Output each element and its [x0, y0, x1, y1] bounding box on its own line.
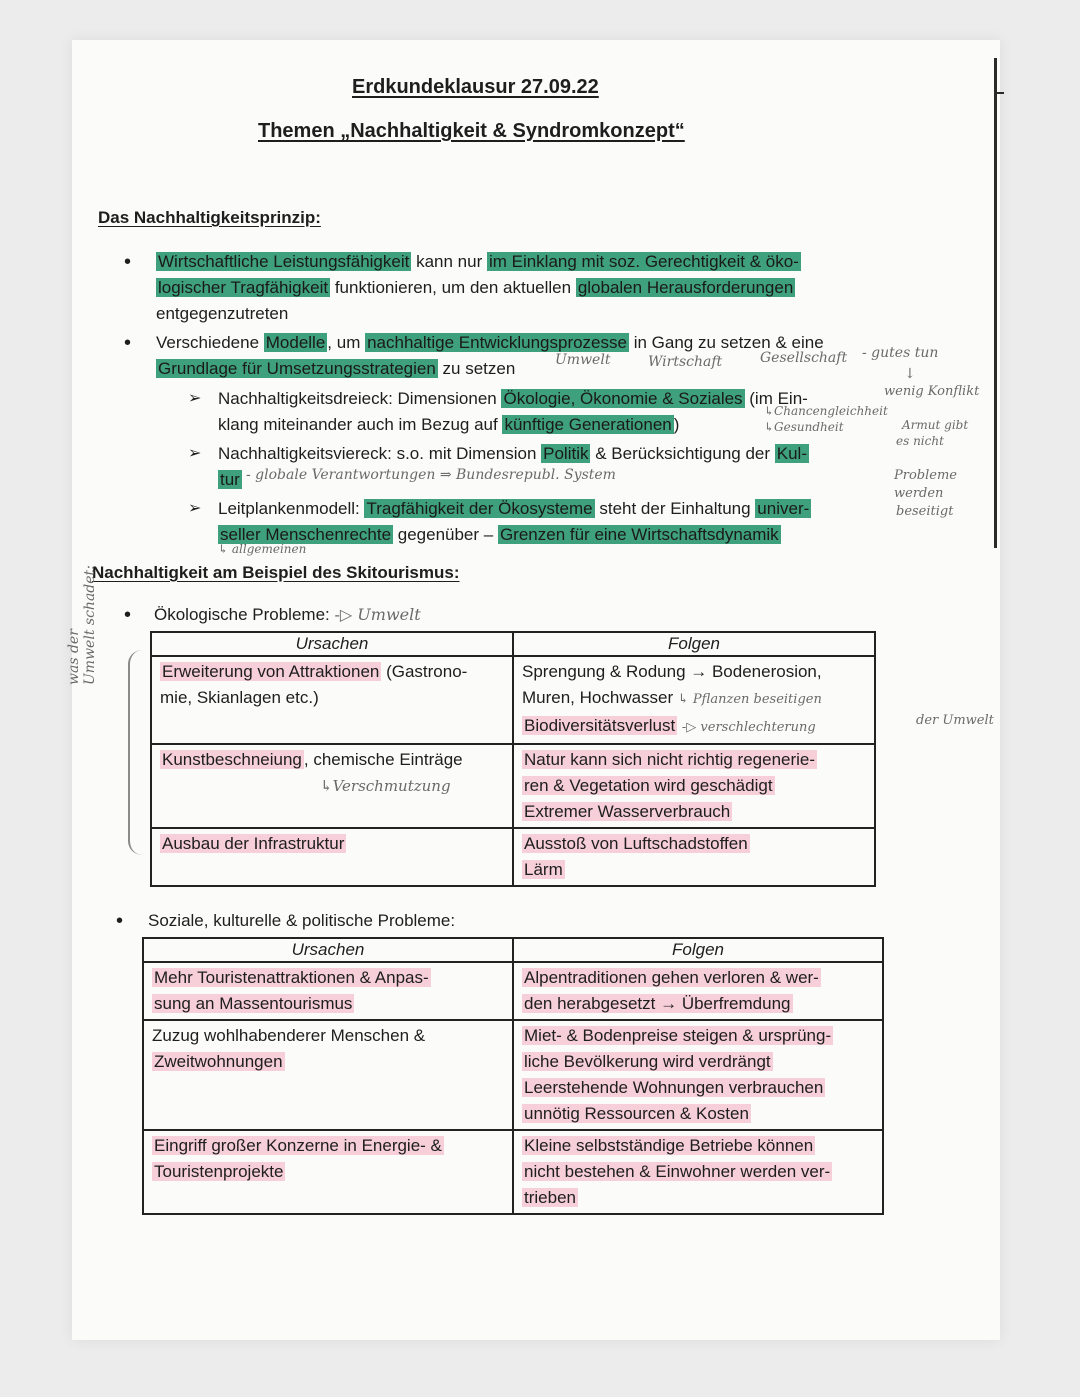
note-wenig-konflikt: wenig Konflikt: [884, 384, 980, 399]
arrow-bullet-icon: ➢: [188, 445, 202, 462]
cell-folge: Natur kann sich nicht richtig regenerie- ren & Vegetation wird geschädigt Extremer Wasserverbrauch: [513, 744, 875, 828]
bullet-icon: •: [116, 910, 124, 932]
page-subtitle: Themen „Nachhaltigkeit & Syndromkonzept“: [258, 120, 685, 142]
oek-label: Ökologische Probleme: -▷ Umwelt: [154, 605, 421, 624]
note-umwelt-label: -▷ Umwelt: [334, 605, 421, 624]
col-folgen: Folgen: [513, 938, 883, 962]
oek-table: [150, 631, 876, 887]
table-row: [151, 744, 875, 828]
cell-ursache: Ausbau der Infrastruktur: [151, 828, 513, 886]
note-gesundheit: ↳Gesundheit: [764, 420, 844, 434]
prinzip-bullet-2: Verschiedene Modelle , um nachhaltige Entwicklungsprozesse in Gang zu setzen & eine Grundlage für Umsetzungsstrategien zu setzen: [156, 333, 824, 378]
col-folgen: Folgen: [513, 632, 875, 656]
arrow-bullet-icon: ➢: [188, 390, 202, 407]
note-armut-2: es nicht: [896, 434, 944, 448]
table-row: [151, 828, 875, 886]
table-row: [143, 1130, 883, 1214]
note-verschlechterung: -▷ verschlechterung: [681, 720, 816, 735]
prinzip-bullet-1: Wirtschaftliche Leistungsfähigkeit kann nur im Einklang mit soz. Gerechtigkeit & öko- logischer Tragfähigkeit funktionieren, um den aktuellen globalen Herausforderungen entgegenzutreten: [156, 252, 799, 323]
note-beseitigt: beseitigt: [896, 504, 954, 519]
model-leitplanken: Leitplankenmodell: Tragfähigkeit der Ökosysteme steht der Einhaltung univer- seller Menschenrechte gegenüber – Grenzen für eine Wirtschaftsdynamik: [218, 499, 810, 544]
bullet-icon: •: [124, 332, 132, 354]
bullet-icon: •: [124, 604, 132, 626]
cell-folge: Sprengung & Rodung → Bodenerosion, Muren, Hochwasser ↳ Pflanzen beseitigen Biodiversitätsverlust -▷ verschlechterung: [513, 656, 875, 744]
table-header-row: [151, 632, 875, 656]
note-allgemeinen: ↳ allgemeinen: [218, 542, 307, 556]
note-pflanzen: ↳ Pflanzen beseitigen: [677, 692, 822, 707]
note-der-umwelt: der Umwelt: [916, 713, 994, 728]
note-chancengleichheit: ↳Chancengleichheit: [764, 404, 888, 418]
model-viereck: Nachhaltigkeitsviereck: s.o. mit Dimension Politik & Berücksichtigung der Kul- tur: [218, 444, 807, 489]
col-ursachen: Ursachen: [143, 938, 513, 962]
note-globale-verantwortung: - globale Verantwortungen ⇒ Bundesrepubl. System: [246, 467, 616, 483]
note-gesellschaft: Gesellschaft: [760, 350, 848, 366]
section-heading-prinzip: Das Nachhaltigkeitsprinzip:: [98, 208, 321, 227]
note-arrow-down: ↓: [904, 366, 916, 382]
soz-label: Soziale, kulturelle & politische Probleme:: [148, 911, 456, 930]
table-row: [151, 656, 875, 744]
cell-folge: Kleine selbstständige Betriebe können nicht bestehen & Einwohner werden ver- trieben: [513, 1130, 883, 1214]
note-wirtschaft: Wirtschaft: [648, 354, 723, 370]
page-title: Erdkundeklausur 27.09.22: [352, 76, 599, 98]
note-verschmutzung: ↳Verschmutzung: [320, 777, 451, 795]
table-row: [143, 1020, 883, 1130]
note-armut-1: Armut gibt: [902, 418, 969, 432]
note-probleme: Probleme: [894, 468, 957, 483]
note-brace: [128, 650, 144, 855]
arrow-bullet-icon: ➢: [188, 500, 202, 517]
margin-tick: [996, 92, 1004, 94]
model-dreieck: Nachhaltigkeitsdreieck: Dimensionen Ökologie, Ökonomie & Soziales (im Ein- klang miteinander auch im Bezug auf künftige Generationen ): [218, 389, 808, 434]
margin-line: [994, 58, 997, 548]
cell-folge: Alpentraditionen gehen verloren & wer- den herabgesetzt → Überfremdung: [513, 962, 883, 1020]
table-header-row: [143, 938, 883, 962]
note-vertical-2: Umwelt schadet:: [82, 565, 98, 685]
note-vertical-1: was der: [66, 629, 82, 685]
cell-ursache: Zuzug wohlhabenderer Menschen & Zweitwohnungen: [143, 1020, 513, 1130]
col-ursachen: Ursachen: [151, 632, 513, 656]
cell-ursache: Mehr Touristenattraktionen & Anpas- sung an Massentourismus: [143, 962, 513, 1020]
cell-ursache: Kunstbeschneiung , chemische Einträge ↳Verschmutzung: [151, 744, 513, 828]
cell-folge: Ausstoß von Luftschadstoffen Lärm: [513, 828, 875, 886]
table-row: [143, 962, 883, 1020]
section-heading-ski: Nachhaltigkeit am Beispiel des Skitourismus:: [92, 563, 460, 582]
note-gutes-tun: - gutes tun: [862, 345, 939, 361]
note-vertical: [66, 565, 98, 685]
bullet-icon: •: [124, 251, 132, 273]
note-werden: werden: [894, 486, 944, 501]
soz-table: [142, 937, 884, 1215]
cell-ursache: Eingriff großer Konzerne in Energie- & Touristenprojekte: [143, 1130, 513, 1214]
cell-folge: Miet- & Bodenpreise steigen & ursprüng- liche Bevölkerung wird verdrängt Leerstehende Wohnungen verbrauchen unnötig Ressourcen & Kosten: [513, 1020, 883, 1130]
cell-ursache: Erweiterung von Attraktionen (Gastrono- mie, Skianlagen etc.): [151, 656, 513, 744]
note-umwelt: Umwelt: [555, 352, 611, 368]
